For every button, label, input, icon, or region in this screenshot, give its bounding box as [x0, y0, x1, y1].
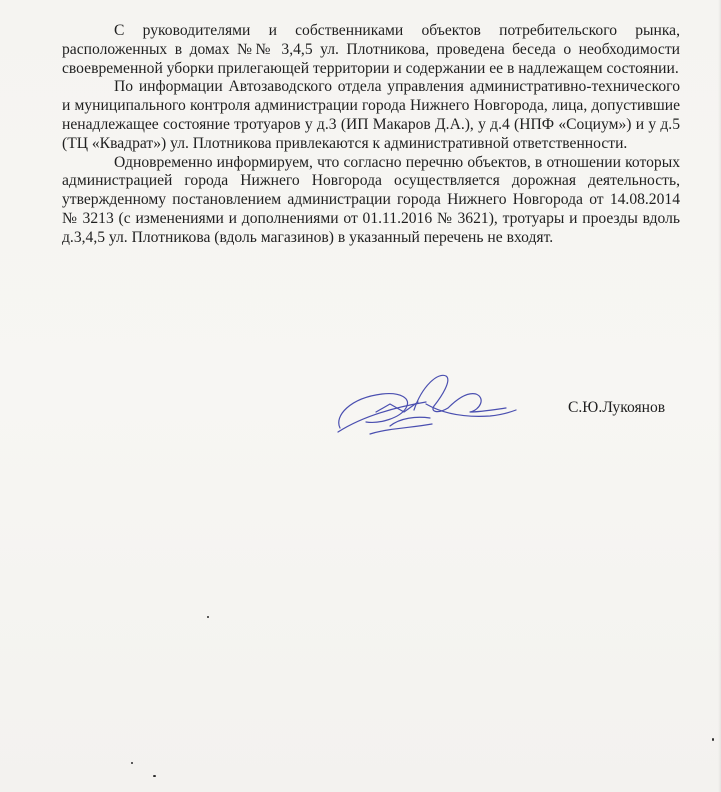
scan-speck: [131, 762, 133, 764]
paragraph-road-objects-list: Одновременно информируем, что согласно перечню объектов, в отношении которых администрацией города Нижнего Новгорода осуществляется дорожная деятельность, утвержденному постановлением администрации города Нижнего Новгорода от 14.08.2014 № 3213 (с изменениями и дополнениями от 01.11.2016 № 3621), тротуары и проезды вдоль д.3,4,5 ул. Плотникова (вдоль магазинов) в указанный перечень не входят.: [62, 153, 680, 246]
scan-speck: [153, 775, 156, 777]
paragraph-cleaning-conversation: С руководителями и собственниками объектов потребительского рынка, расположенных в домах №№ 3,4,5 ул. Плотникова, проведена беседа о необходимости своевременной уборки прилегающей территории и содержании ее в надлежащем состоянии.: [62, 22, 680, 77]
signer-name: С.Ю.Лукоянов: [568, 399, 666, 416]
handwritten-signature: [330, 368, 520, 448]
letter-body: [62, 22, 680, 248]
scan-speck: [207, 616, 209, 618]
scan-speck: [712, 738, 714, 741]
paragraph-administrative-liability: По информации Автозаводского отдела управления административно-технического и муниципального контроля администрации города Нижнего Новгорода, лица, допустившие ненадлежащее состояние тротуаров у д.3 (ИП Макаров Д.А.), у д.4 (НПФ «Социум») и у д.5 (ТЦ «Квадрат») ул. Плотникова привлекаются к административной ответственности.: [62, 78, 680, 152]
